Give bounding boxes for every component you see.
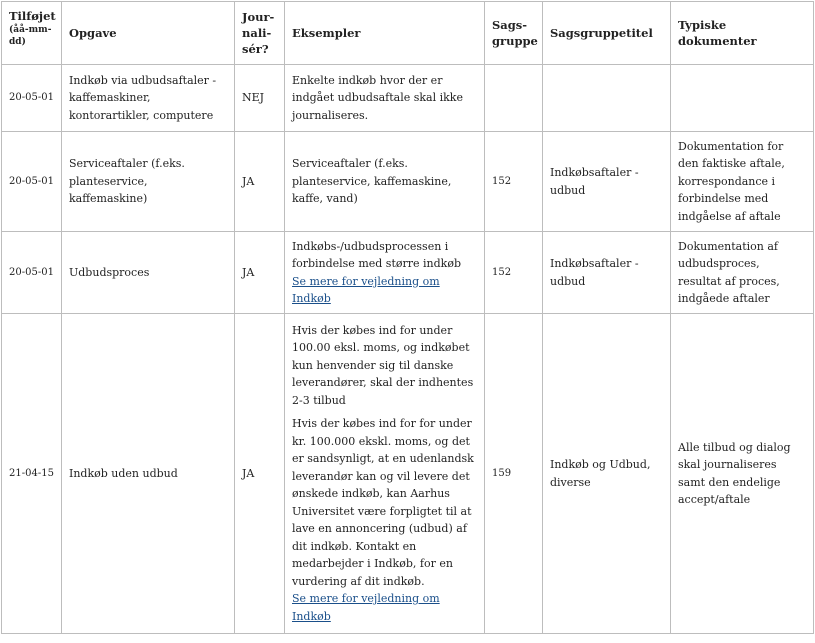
column-header-typical-docs: Typiske dokumenter xyxy=(671,2,814,65)
cell-task: Udbudsproces xyxy=(62,232,235,314)
records-table xyxy=(1,1,814,634)
cell-examples xyxy=(285,65,485,132)
cell-case-group xyxy=(485,65,543,132)
cell-task: Serviceaftaler (f.eks. planteservice, kaffemaskine) xyxy=(62,132,235,232)
example-text: Indkøbs-/udbudsprocessen i forbindelse med større indkøb xyxy=(292,239,461,270)
example-text: Hvis der købes ind for for under kr. 100.000 ekskl. moms, og det er sandsynligt, at en udenlandsk leverandør kan og vil levere det ønskede indkøb, kan Aarhus Universitet være forpligtet til at lave en annoncering (udbud) af dit indkøb. Kontakt en medarbejder i Indkøb, for en vurdering af dit indkøb. xyxy=(292,417,474,588)
column-header-added-label: Tilføjet xyxy=(9,9,56,23)
cell-typical-docs: Dokumentation for den faktiske aftale, korrespondance i forbindelse med indgåelse af aftale xyxy=(671,132,814,232)
table-row xyxy=(2,232,814,314)
cell-examples xyxy=(285,132,485,232)
cell-typical-docs: Dokumentation af udbudsproces, resultat af proces, indgåede aftaler xyxy=(671,232,814,314)
cell-added: 20-05-01 xyxy=(2,232,62,314)
cell-journalize: JA xyxy=(235,314,285,634)
column-header-added-format: (åå-mm-dd) xyxy=(9,25,52,47)
cell-typical-docs xyxy=(671,65,814,132)
column-header-task: Opgave xyxy=(62,2,235,65)
cell-examples xyxy=(285,232,485,314)
example-text: Enkelte indkøb hvor der er indgået udbudsaftale skal ikke journaliseres. xyxy=(292,73,463,122)
cell-case-group: 159 xyxy=(485,314,543,634)
cell-journalize: NEJ xyxy=(235,65,285,132)
column-header-added xyxy=(2,2,62,65)
cell-examples xyxy=(285,314,485,634)
table-row xyxy=(2,65,814,132)
example-text: Hvis der købes ind for under 100.00 eksl. moms, og indkøbet kun henvender sig til danske leverandører, skal der indhentes 2-3 tilbud xyxy=(292,323,474,407)
column-header-journalize: Jour-nali-sér? xyxy=(235,2,285,65)
cell-added: 20-05-01 xyxy=(2,65,62,132)
cell-journalize: JA xyxy=(235,132,285,232)
cell-case-group-title: Indkøbsaftaler - udbud xyxy=(543,232,671,314)
purchasing-guide-link[interactable]: Se mere for vejledning om Indkøb xyxy=(292,592,440,623)
cell-task: Indkøb uden udbud xyxy=(62,314,235,634)
cell-added: 20-05-01 xyxy=(2,132,62,232)
cell-case-group: 152 xyxy=(485,132,543,232)
column-header-case-group: Sags-gruppe xyxy=(485,2,543,65)
cell-case-group-title: Indkøb og Udbud, diverse xyxy=(543,314,671,634)
example-text: Serviceaftaler (f.eks. planteservice, kaffemaskine, kaffe, vand) xyxy=(292,157,452,206)
header-row xyxy=(2,2,814,65)
cell-case-group: 152 xyxy=(485,232,543,314)
purchasing-guide-link[interactable]: Se mere for vejledning om Indkøb xyxy=(292,274,440,305)
table-row xyxy=(2,132,814,232)
column-header-examples: Eksempler xyxy=(285,2,485,65)
table-row xyxy=(2,314,814,634)
cell-journalize: JA xyxy=(235,232,285,314)
cell-added: 21-04-15 xyxy=(2,314,62,634)
column-header-case-group-title: Sagsgruppetitel xyxy=(543,2,671,65)
cell-case-group-title: Indkøbsaftaler - udbud xyxy=(543,132,671,232)
cell-task: Indkøb via udbudsaftaler - kaffemaskiner, kontorartikler, computere xyxy=(62,65,235,132)
cell-typical-docs: Alle tilbud og dialog skal journaliseres samt den endelige accept/aftale xyxy=(671,314,814,634)
cell-case-group-title xyxy=(543,65,671,132)
